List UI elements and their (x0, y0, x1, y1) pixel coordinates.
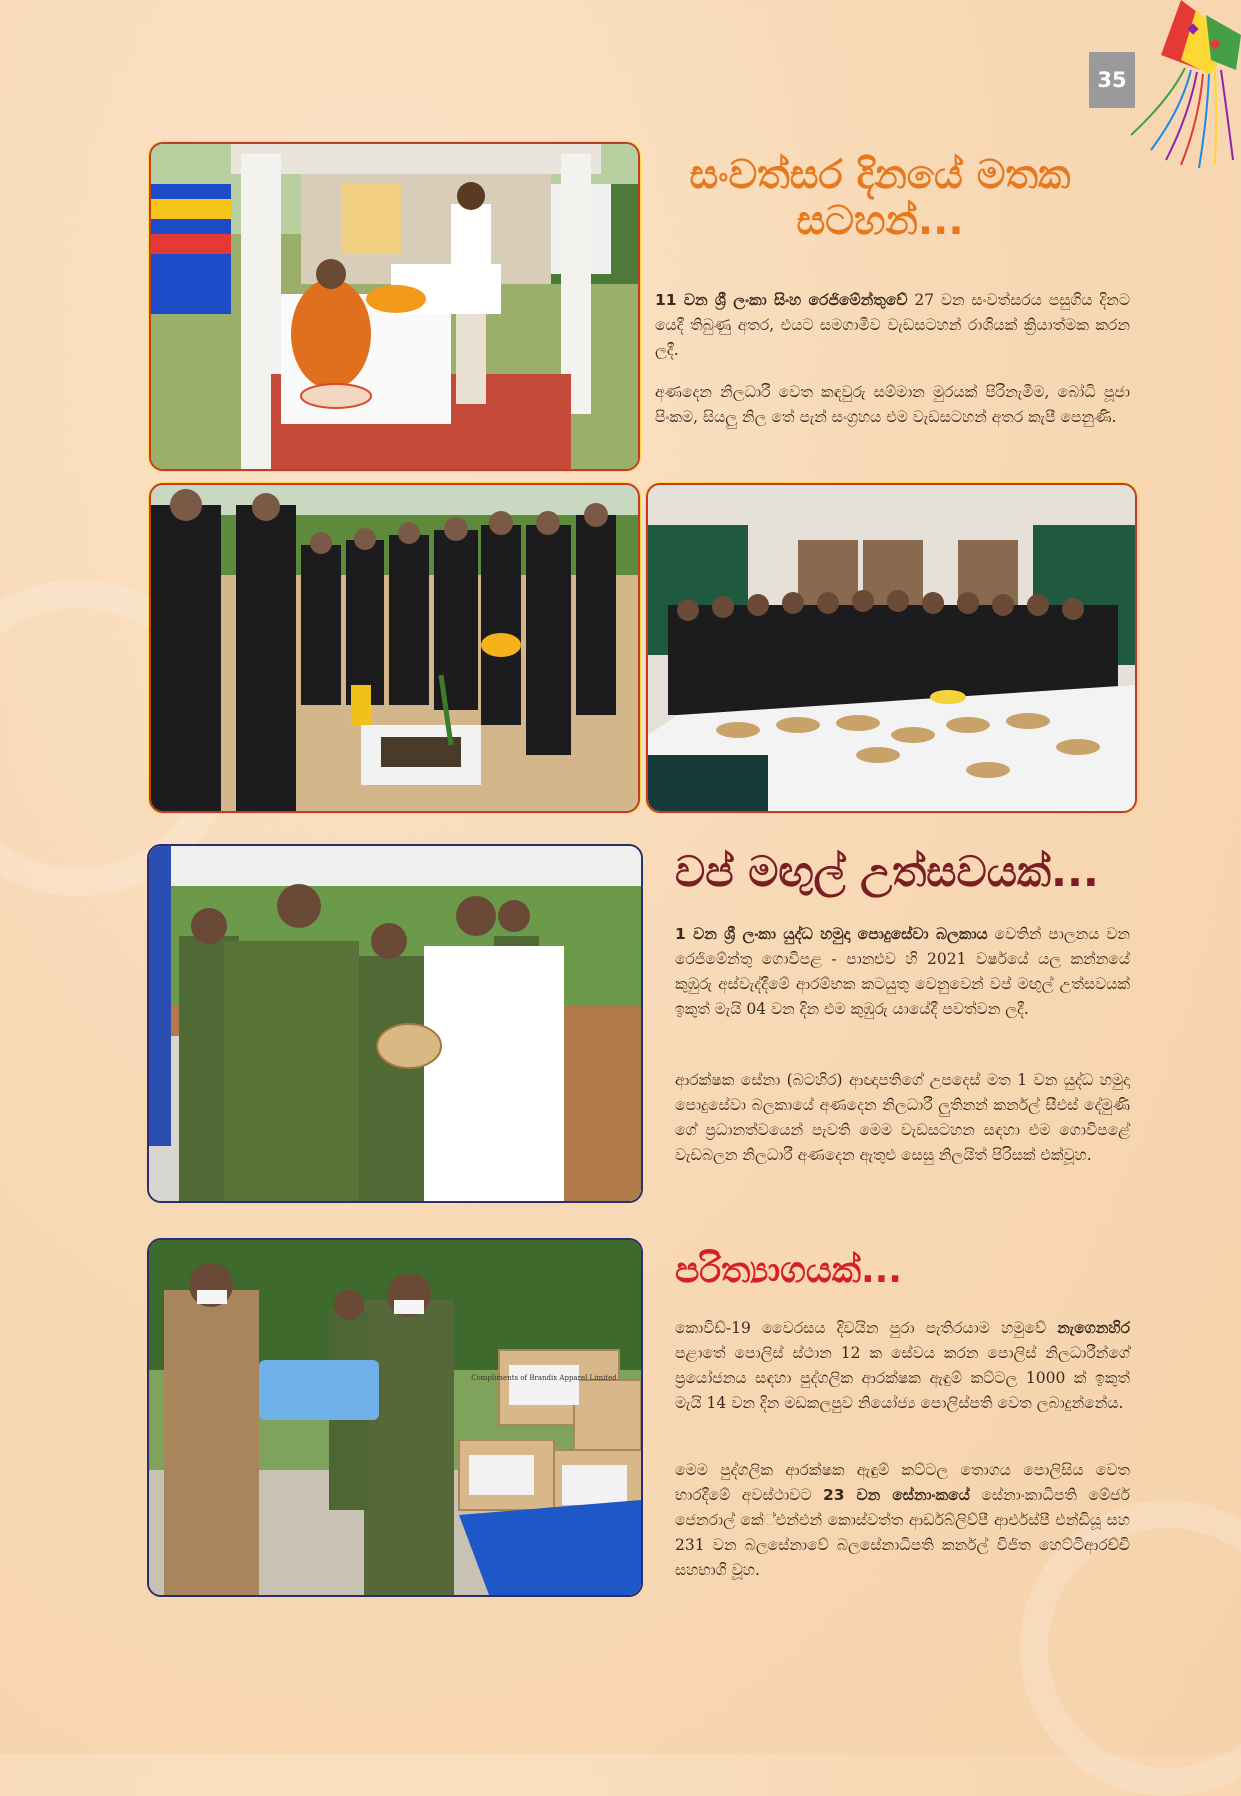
donation-text-1a: කොවිඩ්-19 වෛරසය දිවයින පුරා පැතිරයාම හමුවේ (675, 1319, 1058, 1337)
page-number: 35 (1089, 52, 1135, 108)
ploughing-paragraph-2: ආරක්ෂක සේනා (බටහිර) ආඥාපතිගේ උපදෙස් මත 1 වන යුද්ධ හමුදා පොදුසේවා බලකායේ අණදෙන නිලධාරී ලුතිනන් කර්නල් සීඑස් දේමුණි ගේ ප්‍රධානත්වයෙන් පැවති මෙම වැඩසටහන සඳහා එම ගොවිපළේ වැඩබලන නිලධාරී අණදෙන ඇතුළු සෙසු නිලයිත් පිරිසක් එක්වූහ. (675, 1071, 1130, 1164)
donation-paragraph-1 (675, 1316, 1130, 1416)
title-line-2: සටහන්... (796, 198, 964, 244)
photo-tea-party (646, 483, 1137, 813)
photo-ploughing-ceremony (147, 844, 643, 1203)
regiment-name: 11 වන ශ්‍රී ලංකා සිංහ රෙජිමේන්තුවේ (655, 291, 908, 309)
section-title-donation: පරිත්‍යාගයක්... (675, 1250, 902, 1291)
donation-text-2a: මෙම පුද්ගලික ආරක්ෂක ඇඳුම් කට්ටල තොගය පොලිසිය වෙත භාරදීමේ අවස්ථාවට (675, 1461, 1130, 1504)
title-line-1: සංවත්සර දිනයේ මතක (689, 152, 1071, 198)
photo-ppe-donation (147, 1238, 643, 1597)
photo-tree-planting (149, 483, 640, 813)
corps-name: 1 වන ශ්‍රී ලංකා යුද්ධ හමුදා පොදුසේවා බලකාය (675, 925, 988, 943)
donation-text-2b: සේනාංකාධිපති මේජර් ජෙනරාල් කේ්එන්එන් කොස්වත්ත ආර්ඩබ්ලිව්පී ආර්එස්පී එන්ඩියූ සහ 231 වන බලසේනාවේ බලසේනාධිපති කර්නල් විජිත හෙට්ටිආරච්චි සහභාගි වූහ. (675, 1486, 1131, 1579)
anniversary-paragraph-2: අණදෙන නිලධාරී වෙත කඳවුරු සම්මාන මුරයක් පිරිනැමීම, බෝධි පූජා පිංකම, සියලු නිල තේ පැන් සංග්‍රහය එම වැඩසටහන් අතර කැපී පෙනුණි. (655, 383, 1130, 426)
ploughing-text-1: වෙතින් පාලනය වන රෙජිමේන්තු ගොවිපළ - පානළුව හි 2021 වර්ෂයේ යල කන්නයේ කුඹුරු අස්වැද්දීමේ ආරම්භක කටයුතු වෙනුවෙන් වප් මඟුල් උත්සවයක් ඉකුත් මැයි 04 වන දින එම කුඹුරු යායේදී පවත්වන ලදී. (675, 925, 1130, 1018)
division-name: 23 වන සේනාංකයේ (822, 1486, 970, 1504)
section-title-anniversary (660, 152, 1100, 244)
anniversary-text-1: 27 වන සංවත්සරය පසුගිය දිනට යෙදී තිබුණු අතර, එයට සමගාමීව වැඩසටහන් රාශියක් ක්‍රියාත්මක කරන ලදී. (655, 291, 1131, 359)
donation-text-1b: පළාතේ පොලිස් ස්ථාන 12 ක සේවය කරන පොලිස් නිලධාරීන්ගේ ප්‍රයෝජනය සඳහා පුද්ගලික ආරක්ෂක ඇඳුම් කට්ටල 1000 ක් ඉකුත් මැයි 14 වන දින මඩකලපුව නියෝජ්‍ය පොලිස්පති වෙත ලබාදුන්නේය. (675, 1344, 1130, 1412)
box-label-text: Compliments of Brandix Apparel Limited (471, 1374, 617, 1382)
ploughing-paragraph-1 (675, 922, 1130, 1022)
section-title-ploughing: වප් මඟුල් උත්සවයක්... (675, 847, 1099, 896)
anniversary-paragraph-1 (655, 288, 1130, 363)
donation-paragraph-2 (675, 1458, 1130, 1583)
province-name: නැගෙනහිර (1057, 1319, 1130, 1337)
photo-monk-offering (149, 142, 640, 471)
